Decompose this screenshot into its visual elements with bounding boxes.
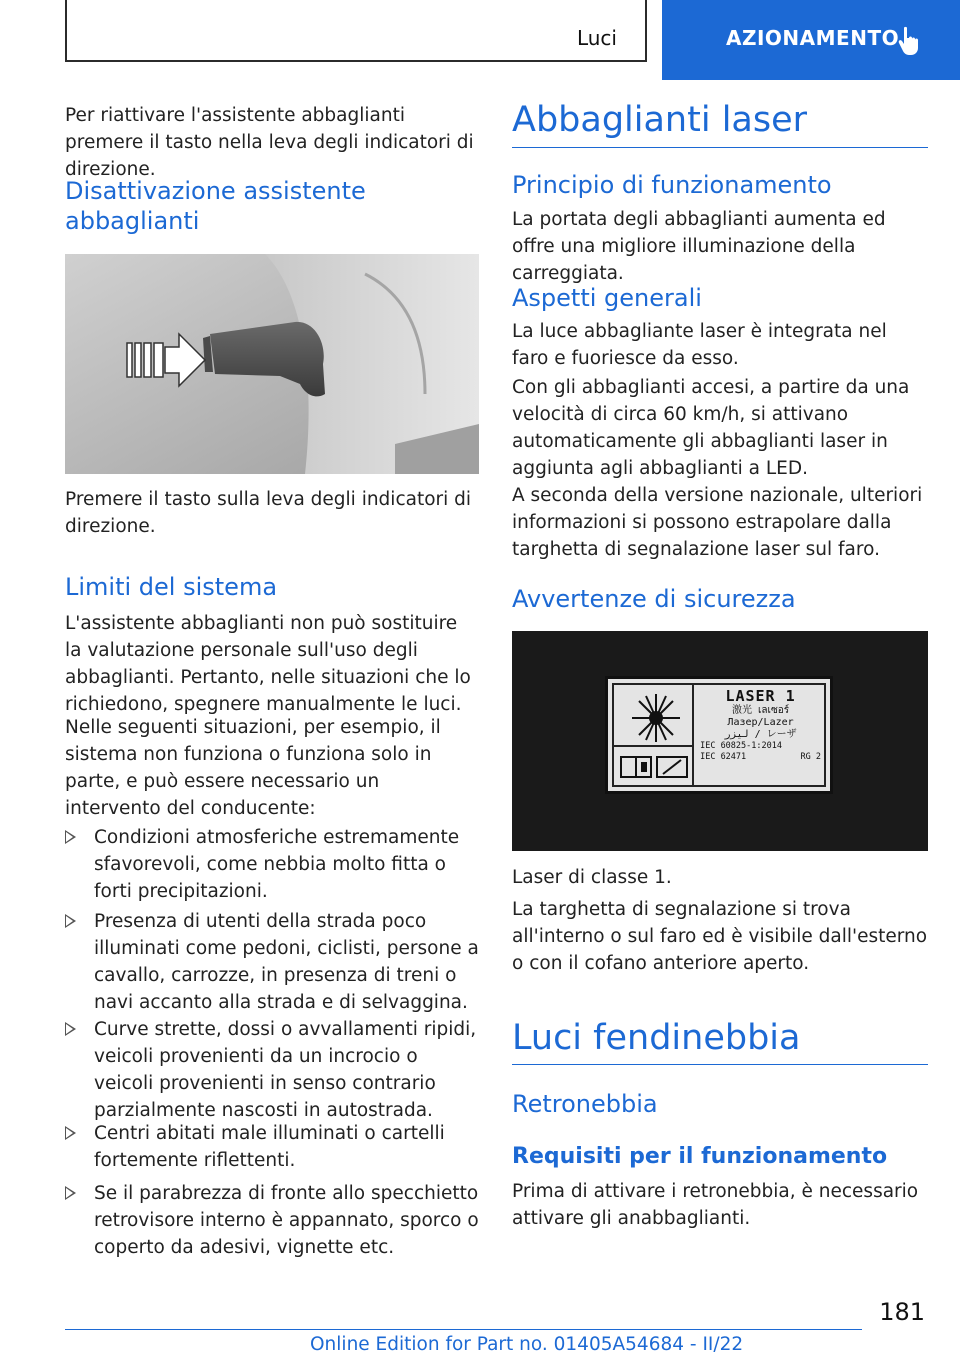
laser-label-figure — [512, 631, 928, 851]
laser-symbol-cell — [614, 685, 694, 747]
footer-rule — [65, 1329, 862, 1330]
pointing-hand-icon — [898, 26, 922, 56]
laser-label-cn-th: 激光 เลเซอร์ — [731, 705, 790, 716]
laser-burst-icon — [626, 688, 686, 748]
stalk-figure — [65, 254, 479, 474]
requirements-paragraph: Prima di attivare i retronebbia, è necessario attivare gli anabbaglianti. — [512, 1181, 919, 1229]
heading-deactivation: Disattivazione assistente abbaglianti — [65, 177, 366, 235]
intro-paragraph: Per riattivare l'assistente abbaglianti premere il tasto nella leva degli indicatori di direzione. — [65, 105, 474, 180]
bullet-triangle-icon — [65, 914, 76, 928]
laser-label-risk-group: RG 2 — [800, 752, 821, 762]
laser-label-ru: Лазер/Lazer — [727, 717, 794, 728]
laser-label-ar-jp: ليزر / レーザ — [724, 729, 797, 740]
list-item-text: Se il parabrezza di fronte allo specchietto retrovisore interno è appannato, sporco o coperto da adesivi, vignette etc. — [94, 1183, 479, 1258]
limits-paragraph-2: Nelle seguenti situazioni, per esempio, il sistema non funziona o funziona solo in parte, e può essere necessario un intervento del conducente: — [65, 717, 441, 819]
header-section-box — [65, 0, 647, 62]
general-paragraph-3: A seconda della versione nazionale, ulteriori informazioni si possono estrapolare dalla targhetta di segnalazione laser sul faro. — [512, 485, 923, 560]
principle-paragraph: La portata degli abbaglianti aumenta ed offre una migliore illuminazione della carreggiata. — [512, 209, 886, 284]
header-section-title: Luci — [576, 26, 617, 50]
laser-class-title: LASER 1 — [725, 687, 796, 705]
read-manual-icon — [619, 752, 693, 782]
manual-symbol-cell — [614, 747, 694, 785]
chapter-tab — [662, 0, 960, 80]
chapter-title: AZIONAMENTO — [726, 26, 900, 50]
heading-limits: Limiti del sistema — [65, 573, 278, 601]
heading-laser: Abbaglianti laser — [512, 100, 808, 140]
section-rule — [512, 1064, 928, 1065]
bullet-triangle-icon — [65, 1186, 76, 1200]
bullet-triangle-icon — [65, 1126, 76, 1140]
laser-label-text-block — [700, 687, 821, 763]
list-item-text: Condizioni atmosferiche estremamente sfavorevoli, come nebbia molto fitta o forti precipitazioni. — [94, 827, 460, 902]
safety-paragraph: La targhetta di segnalazione si trova all'interno o sul faro ed è visibile dall'esterno o con il cofano anteriore aperto. — [512, 899, 928, 974]
laser-label-standard-1: IEC 60825-1:2014 — [700, 741, 782, 751]
list-item-text: Curve strette, dossi o avvallamenti ripidi, veicoli provenienti da un incrocio o veicoli provenienti in senso contrario parzialmente nascosti in autostrada. — [94, 1019, 477, 1121]
laser-label-frame — [612, 683, 826, 787]
heading-principle: Principio di funzionamento — [512, 171, 832, 199]
bullet-triangle-icon — [65, 830, 76, 844]
figure-caption: Premere il tasto sulla leva degli indicatori di direzione. — [65, 489, 472, 537]
stalk-illustration — [65, 254, 479, 474]
laser-label-standard-2: IEC 62471 — [700, 752, 747, 762]
list-item-text: Centri abitati male illuminati o cartelli fortemente riflettenti. — [94, 1123, 445, 1171]
heading-rear-fog: Retronebbia — [512, 1090, 658, 1118]
list-item-text: Presenza di utenti della strada poco illuminati come pedoni, ciclisti, persone a cavallo, carrozze, in presenza di treni o navi accanto alla strada e di selvaggina. — [94, 911, 479, 1013]
section-rule — [512, 147, 928, 148]
heading-general: Aspetti generali — [512, 284, 702, 312]
heading-fog: Luci fendinebbia — [512, 1018, 801, 1058]
general-paragraph-1: La luce abbagliante laser è integrata nel faro e fuoriesce da esso. — [512, 321, 887, 369]
laser-label-standard-2-row — [700, 752, 821, 763]
page-number: 181 — [879, 1298, 925, 1326]
footer-edition: Online Edition for Part no. 01405A54684 - II/22 — [310, 1334, 744, 1355]
heading-safety: Avvertenze di sicurezza — [512, 585, 796, 613]
laser-label-plate — [605, 676, 833, 794]
heading-requirements: Requisiti per il funzionamento — [512, 1144, 888, 1169]
general-paragraph-2: Con gli abbaglianti accesi, a partire da una velocità di circa 60 km/h, si attivano automaticamente gli abbaglianti laser in aggiunta agli abbaglianti a LED. — [512, 377, 910, 479]
safety-caption: Laser di classe 1. — [512, 867, 672, 888]
limits-paragraph-1: L'assistente abbaglianti non può sostituire la valutazione personale sull'uso degli abbaglianti. Pertanto, nelle situazioni che lo richiedono, spegnere manualmente le luci. — [65, 613, 471, 715]
bullet-triangle-icon — [65, 1022, 76, 1036]
